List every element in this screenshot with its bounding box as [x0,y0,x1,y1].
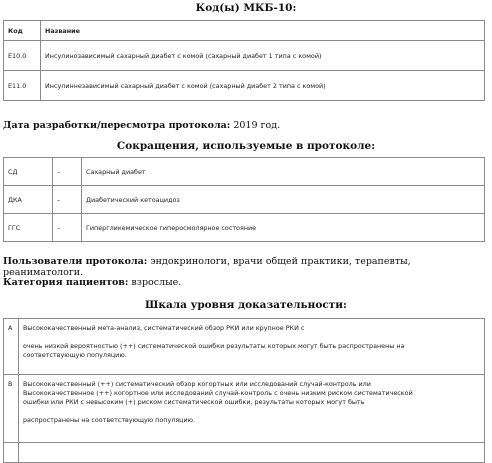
icd-name: Инсулиннезависимый сахарный диабет с комой (сахарный диабет 2 типа с комой) [41,71,485,101]
evidence-a-line3: соответствующую популяцию. [23,351,127,359]
category-line [3,277,181,288]
table-row [4,214,485,242]
spacer [23,333,480,342]
evidence-b-line3: ошибки или РКИ с невысоким (+) риском систематической ошибки, результаты которых могут быть [23,398,365,406]
evidence-level [4,443,19,463]
icd-header-code: Код [4,21,41,41]
table-row [4,375,485,443]
table-row [4,41,485,71]
evidence-description [19,443,485,463]
abbr-title: Сокращения, используемые в протоколе: [116,140,376,152]
evidence-description [19,375,485,443]
users-label: Пользователи протокола: [3,256,148,267]
evidence-description [19,319,485,375]
users-line [3,256,492,278]
abbr-definition: Гипергликемическое гиперосмолярное состояние [82,214,485,242]
abbr-term: СД [4,158,53,186]
evidence-level: А [4,319,19,375]
evidence-b-line1: Высококачественный (++) систематический обзор когортных или исследований случай-контроль или [23,380,371,388]
category-label: Категория пациентов: [3,277,129,288]
dev-date-line [3,120,280,131]
abbr-table [3,157,485,242]
icd-title: Код(ы) МКБ-10: [195,2,297,14]
evidence-a-line1: Высококачественный мета-анализ, систематический обзор РКИ или крупное РКИ с [23,324,305,332]
abbr-dash: – [53,214,82,242]
icd-header-name: Название [41,21,485,41]
table-row [4,186,485,214]
evidence-level: В [4,375,19,443]
table-row [4,319,485,375]
icd-code: E11.0 [4,71,41,101]
evidence-a-line2: очень низкой вероятностью (++) систематической ошибки результаты которых могут быть распространены на [23,342,405,350]
abbr-term: ГГС [4,214,53,242]
abbr-dash: – [53,186,82,214]
evidence-b-line2: Высококачественное (++) когортное или исследований случай-контроль с очень низким риском систематической [23,389,413,397]
abbr-term: ДКА [4,186,53,214]
table-row [4,71,485,101]
dev-date-label: Дата разработки/пересмотра протокола: [3,120,231,131]
icd-table [3,20,485,101]
icd-table-header [4,21,485,41]
category-value: взрослые. [128,277,182,288]
dev-date-value: 2019 год. [230,120,281,131]
table-row [4,158,485,186]
abbr-dash: – [53,158,82,186]
icd-name: Инсулинозависимый сахарный диабет с комой (сахарный диабет 1 типа с комой) [41,41,485,71]
spacer [23,407,480,416]
abbr-definition: Сахарный диабет [82,158,485,186]
users-value: эндокринологи, врачи общей практики, терапевты, реаниматологи. [3,256,411,278]
evidence-table [3,318,485,463]
icd-code: E10.0 [4,41,41,71]
evidence-title: Шкала уровня доказательности: [145,299,347,311]
abbr-definition: Диабетический кетоацидоз [82,186,485,214]
evidence-b-line4: распространены на соответствующую популяцию. [23,416,196,424]
table-row [4,443,485,463]
